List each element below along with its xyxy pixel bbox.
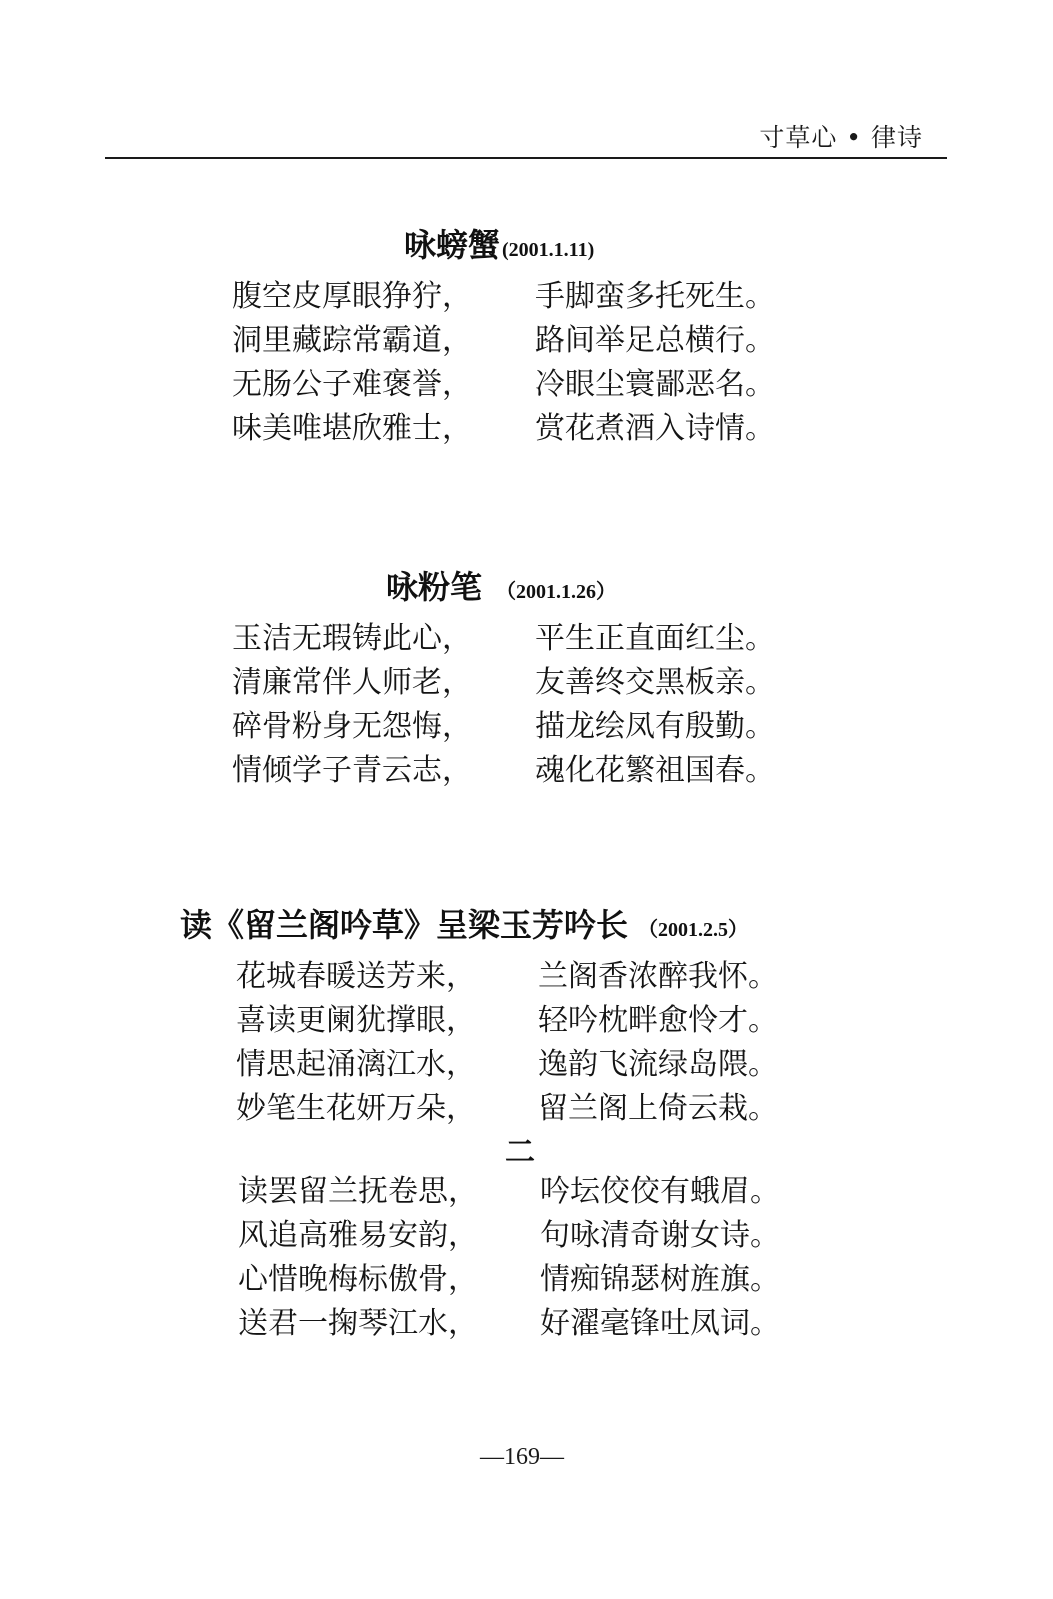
header-rule: [105, 157, 947, 159]
verse-first-half: 玉洁无瑕铸此心，: [232, 621, 472, 656]
verse-first-half: 妙笔生花妍万朵，: [236, 1091, 476, 1126]
verse-line: [236, 1087, 778, 1131]
verse-second-half: 冷眼尘寰鄙恶名。: [535, 367, 775, 402]
verse-line: [232, 319, 775, 363]
verse-line: [236, 1043, 778, 1087]
verse-first-half: 情倾学子青云志，: [232, 753, 472, 788]
verse-line: [238, 1214, 780, 1258]
poem-stanza: [232, 617, 775, 793]
verse-second-half: 魂化花繁祖国春。: [535, 753, 775, 788]
verse-first-half: 洞里藏踪常霸道，: [232, 323, 472, 358]
verse-line: [232, 749, 775, 793]
verse-second-half: 兰阁香浓醉我怀。: [538, 959, 778, 994]
poem-date: (2001.1.11): [502, 239, 595, 261]
verse-line: [238, 1258, 780, 1302]
poem-stanza: [236, 955, 778, 1131]
verse-line: [236, 999, 778, 1043]
verse-first-half: 碎骨粉身无怨悔，: [232, 709, 472, 744]
verse-second-half: 路间举足总横行。: [535, 323, 775, 358]
verse-line: [236, 955, 778, 999]
poem-stanza: [232, 275, 775, 451]
verse-first-half: 清廉常伴人师老，: [232, 665, 472, 700]
verse-first-half: 喜读更阑犹撑眼，: [236, 1003, 476, 1038]
verse-line: [238, 1170, 780, 1214]
verse-second-half: 平生正直面红尘。: [535, 621, 775, 656]
verse-first-half: 情思起涌漓江水，: [236, 1047, 476, 1082]
verse-line: [238, 1302, 780, 1346]
poem-title: [180, 900, 748, 946]
verse-first-half: 味美唯堪欣雅士，: [232, 411, 472, 446]
stanza-separator: 二: [505, 1135, 535, 1170]
poem-title: [404, 220, 594, 266]
page-number: —169—: [480, 1444, 564, 1470]
verse-second-half: 轻吟枕畔愈怜才。: [538, 1003, 778, 1038]
verse-first-half: 无肠公子难褒誉，: [232, 367, 472, 402]
verse-second-half: 句咏清奇谢女诗。: [540, 1218, 780, 1253]
verse-line: [232, 617, 775, 661]
poem-date: （2001.1.26）: [496, 581, 617, 603]
verse-second-half: 吟坛佼佼有蛾眉。: [540, 1174, 780, 1209]
verse-second-half: 手脚蛮多托死生。: [535, 279, 775, 314]
verse-line: [232, 705, 775, 749]
running-head: 寸草心 • 律诗: [759, 123, 923, 152]
verse-first-half: 心惜晚梅标傲骨，: [238, 1262, 478, 1297]
poem-title-text: 咏螃蟹: [404, 226, 501, 264]
verse-first-half: 读罢留兰抚卷思，: [238, 1174, 478, 1209]
verse-line: [232, 275, 775, 319]
verse-second-half: 描龙绘凤有殷勤。: [535, 709, 775, 744]
poem-title: [386, 562, 616, 608]
verse-first-half: 送君一掬琴江水，: [238, 1306, 478, 1341]
verse-first-half: 风追高雅易安韵，: [238, 1218, 478, 1253]
verse-line: [232, 363, 775, 407]
verse-line: [232, 407, 775, 451]
poem-stanza: [238, 1170, 780, 1346]
poem-title-text: 读《留兰阁吟草》呈梁玉芳吟长: [180, 906, 629, 944]
verse-line: [232, 661, 775, 705]
verse-second-half: 友善终交黑板亲。: [535, 665, 775, 700]
verse-first-half: 花城春暖送芳来，: [236, 959, 476, 994]
verse-second-half: 逸韵飞流绿岛隈。: [538, 1047, 778, 1082]
verse-second-half: 好濯毫锋吐凤词。: [540, 1306, 780, 1341]
poem-date: （2001.2.5）: [638, 919, 749, 941]
verse-second-half: 赏花煮酒入诗情。: [535, 411, 775, 446]
verse-second-half: 留兰阁上倚云栽。: [538, 1091, 778, 1126]
verse-second-half: 情痴锦瑟树旌旗。: [540, 1262, 780, 1297]
poem-title-text: 咏粉笔: [386, 568, 483, 606]
verse-first-half: 腹空皮厚眼狰狞，: [232, 279, 472, 314]
